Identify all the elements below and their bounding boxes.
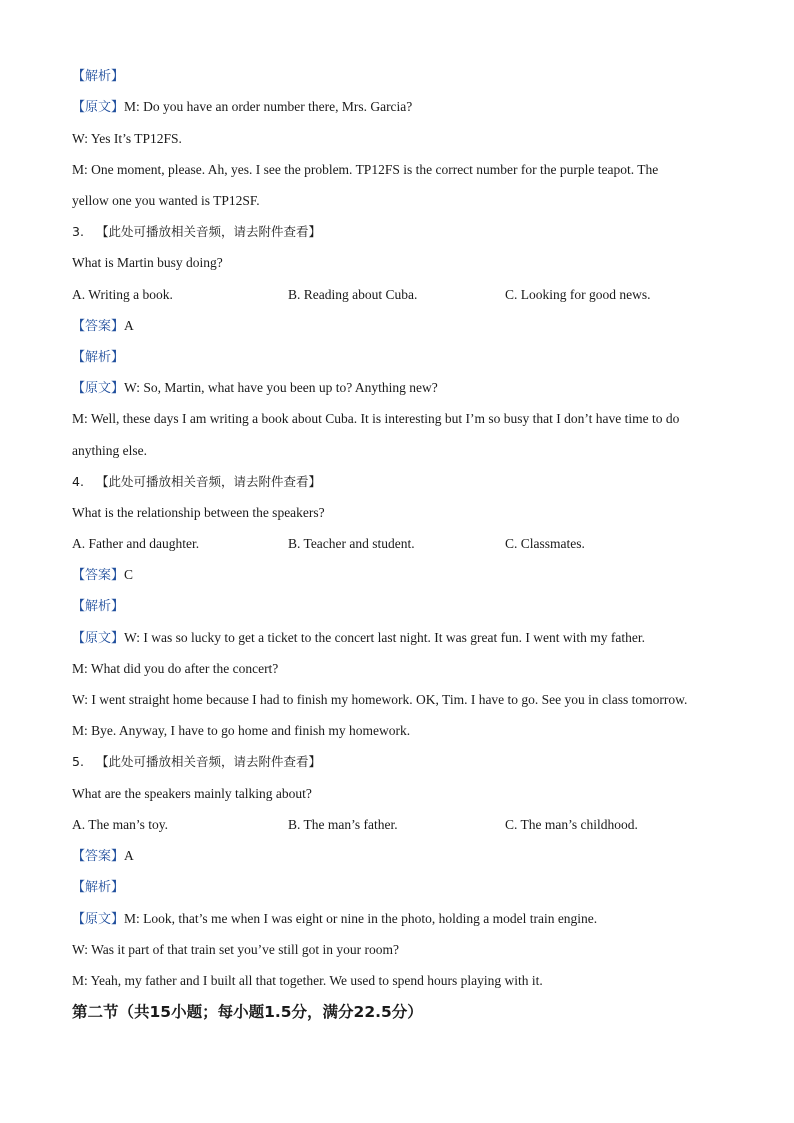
question-5-text: What are the speakers mainly talking about?	[72, 786, 312, 801]
q4-option-b: B. Teacher and student.	[288, 536, 415, 551]
audio-note: 【此处可播放相关音频，请去附件查看】	[95, 474, 321, 489]
q5-option-a: A. The man’s toy.	[72, 817, 168, 832]
transcript-line: 【原文】W: So, Martin, what have you been up to? Anything new?	[72, 380, 438, 396]
analysis-label: 【解析】	[72, 880, 125, 895]
question-4-header: 4. 【此处可播放相关音频，请去附件查看】	[72, 474, 321, 489]
analysis-label: 【解析】	[72, 350, 125, 365]
transcript-label: 【原文】	[72, 912, 125, 927]
question-4-text: What is the relationship between the speakers?	[72, 505, 325, 520]
q4-option-c: C. Classmates.	[505, 536, 585, 551]
q5-option-b: B. The man’s father.	[288, 817, 398, 832]
dialogue-line: M: Well, these days I am writing a book about Cuba. It is interesting but I’m so busy that I don’t have time to do	[72, 411, 680, 426]
transcript-line: 【原文】M: Do you have an order number there, Mrs. Garcia?	[72, 99, 413, 115]
q4-option-a: A. Father and daughter.	[72, 536, 200, 551]
q3-option-b: B. Reading about Cuba.	[288, 287, 418, 302]
dialogue-line: M: Yeah, my father and I built all that together. We used to spend hours playing with it.	[72, 973, 543, 988]
answer-label: 【答案】	[72, 319, 125, 334]
question-3-header: 3. 【此处可播放相关音频，请去附件查看】	[72, 224, 321, 239]
question-5-header: 5. 【此处可播放相关音频，请去附件查看】	[72, 754, 321, 769]
transcript-line: 【原文】W: I was so lucky to get a ticket to the concert last night. It was great fun. I went with my father.	[72, 630, 645, 646]
q3-option-c: C. Looking for good news.	[505, 287, 651, 302]
q3-option-a: A. Writing a book.	[72, 287, 173, 302]
transcript-label: 【原文】	[72, 100, 125, 115]
audio-note: 【此处可播放相关音频，请去附件查看】	[95, 224, 321, 239]
answer-label: 【答案】	[72, 849, 125, 864]
audio-note: 【此处可播放相关音频，请去附件查看】	[95, 754, 321, 769]
q5-answer: 【答案】A	[72, 848, 134, 864]
dialogue-line: W: I went straight home because I had to finish my homework. OK, Tim. I have to go. See you in class tomorrow.	[72, 692, 688, 707]
q5-option-c: C. The man’s childhood.	[505, 817, 638, 832]
q3-answer: 【答案】A	[72, 318, 134, 334]
question-3-text: What is Martin busy doing?	[72, 255, 223, 270]
q4-answer: 【答案】C	[72, 567, 134, 583]
dialogue-line: M: Bye. Anyway, I have to go home and finish my homework.	[72, 723, 411, 738]
dialogue-line: anything else.	[72, 443, 147, 458]
dialogue-line: M: One moment, please. Ah, yes. I see the problem. TP12FS is the correct number for the purple teapot. The	[72, 162, 659, 177]
answer-label: 【答案】	[72, 568, 125, 583]
section-heading: 第二节（共15小题；每小题1.5分，满分22.5分）	[72, 1003, 423, 1021]
dialogue-line: W: Was it part of that train set you’ve still got in your room?	[72, 942, 399, 957]
analysis-label: 【解析】	[72, 599, 125, 614]
transcript-label: 【原文】	[72, 381, 125, 396]
transcript-line: 【原文】M: Look, that’s me when I was eight or nine in the photo, holding a model train engine.	[72, 911, 598, 927]
transcript-label: 【原文】	[72, 631, 125, 646]
dialogue-line: M: What did you do after the concert?	[72, 661, 279, 676]
analysis-label: 【解析】	[72, 69, 125, 84]
dialogue-line: W: Yes It’s TP12FS.	[72, 131, 182, 146]
dialogue-line: yellow one you wanted is TP12SF.	[72, 193, 260, 208]
